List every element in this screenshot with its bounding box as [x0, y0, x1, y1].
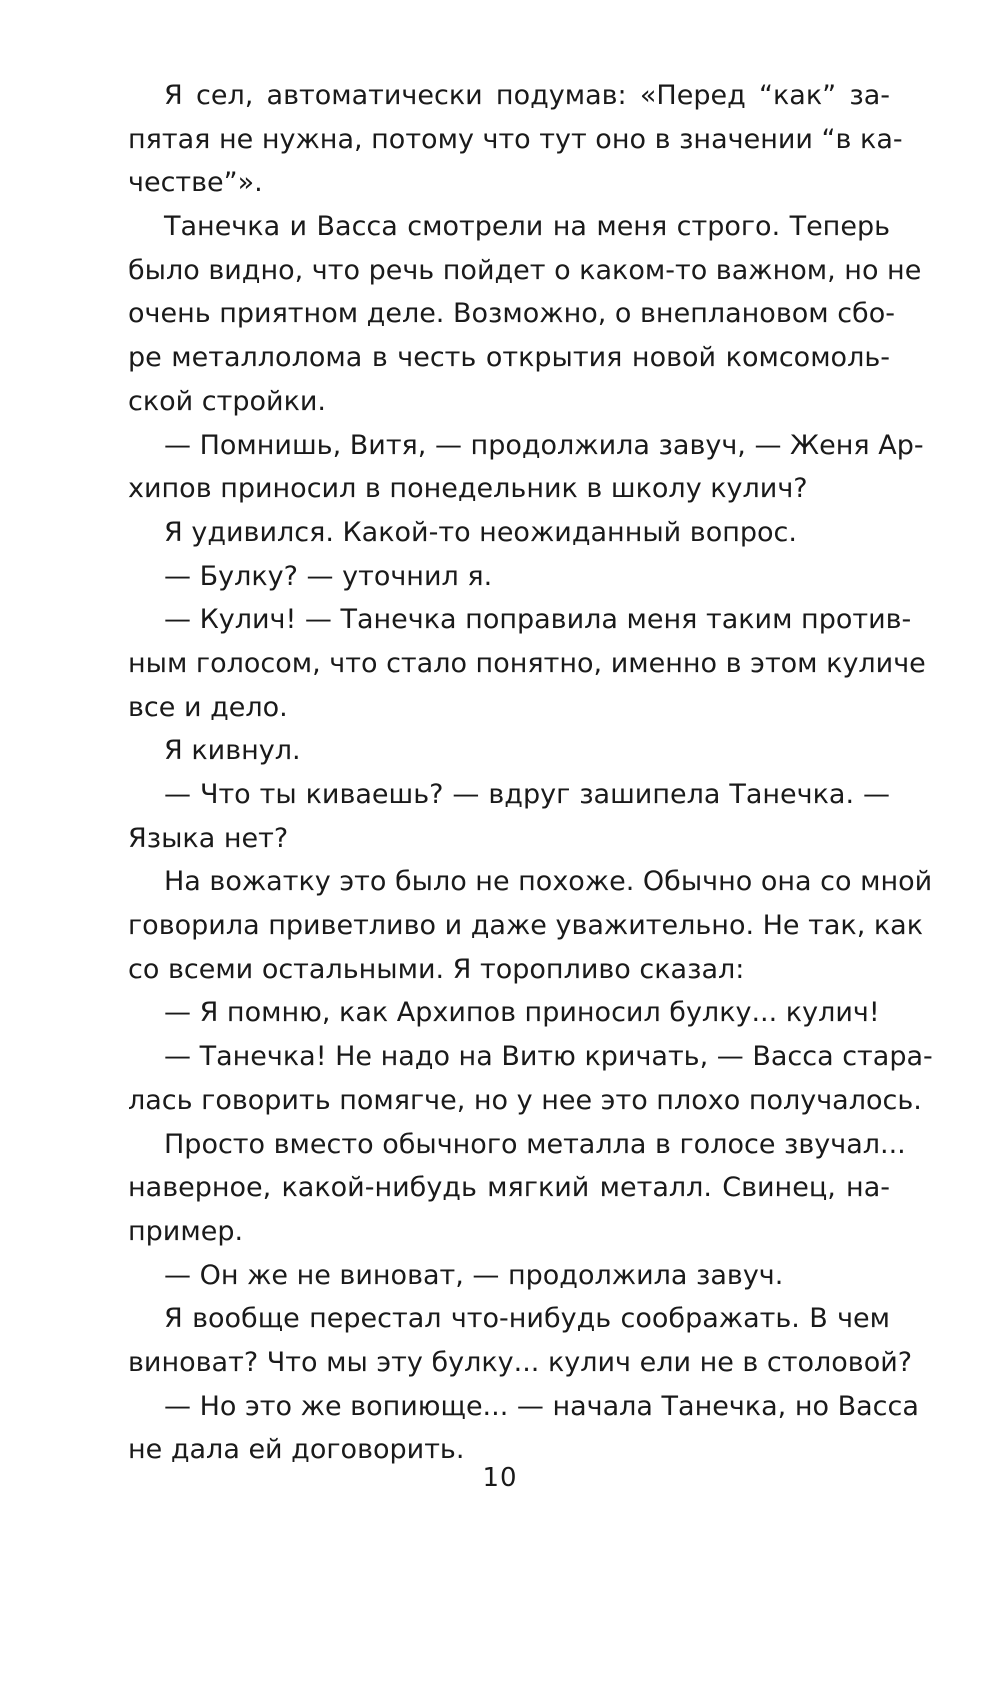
text-line: Я вообще перестал что-нибудь соображать. В чем	[164, 1303, 890, 1335]
text-line: было видно, что речь пойдет о каком-то важном, но не	[128, 254, 922, 286]
text-line: — Что ты киваешь? — вдруг зашипела Танечка. —	[164, 779, 890, 810]
text-line: — Я помню, как Архипов приносил булку... кулич!	[164, 997, 880, 1029]
text-line: — Помнишь, Витя, — продолжила завуч, — Женя Ар-	[164, 429, 924, 461]
text-line: ным голосом, что стало понятно, именно в этом куличе	[128, 647, 926, 679]
text-line: Танечка и Васса смотрели на меня строго. Теперь	[164, 211, 890, 243]
text-line: наверное, какой-нибудь мягкий металл. Свинец, на-	[128, 1172, 890, 1204]
text-line: Языка нет?	[128, 822, 289, 854]
text-line: ре металлолома в честь открытия новой комсомоль-	[128, 342, 890, 374]
text-line: очень приятном деле. Возможно, о внеплановом сбо-	[128, 298, 895, 330]
text-line: хипов приносил в понедельник в школу кулич?	[128, 473, 808, 505]
text-line: виноват? Что мы эту булку... кулич ели не в столовой?	[128, 1346, 913, 1378]
text-line: говорила приветливо и даже уважительно. Не так, как	[128, 910, 924, 942]
text-line: пятая не нужна, потому что тут оно в значении “в ка-	[128, 123, 903, 155]
text-line: Я кивнул.	[164, 735, 301, 767]
text-line: со всеми остальными. Я торопливо сказал:	[128, 953, 745, 985]
body-text	[128, 74, 933, 1472]
text-line: На вожатку это было не похоже. Обычно она со мной	[164, 866, 933, 898]
text-line: — Он же не виноват, — продолжила завуч.	[164, 1259, 784, 1291]
text-line: не дала ей договорить.	[128, 1434, 465, 1466]
text-line: пример.	[128, 1215, 244, 1247]
page-number: 10	[482, 1463, 518, 1493]
text-line: честве”».	[128, 167, 263, 199]
text-line: — Но это же вопиюще... — начала Танечка, но Васса	[164, 1390, 919, 1422]
text-line: — Булку? — уточнил я.	[164, 560, 493, 592]
text-line: все и дело.	[128, 691, 288, 723]
text-line: — Кулич! — Танечка поправила меня таким против-	[164, 604, 912, 636]
text-line: Я удивился. Какой-то неожиданный вопрос.	[164, 516, 797, 548]
text-line: лась говорить помягче, но у нее это плохо получалось.	[128, 1084, 922, 1116]
text-line: ской стройки.	[128, 385, 327, 417]
text-line: Просто вместо обычного металла в голосе звучал...	[164, 1128, 906, 1160]
text-line: Я сел, автоматически подумав: «Перед “как” за-	[164, 80, 890, 111]
text-line: — Танечка! Не надо на Витю кричать, — Васса стара-	[164, 1041, 933, 1073]
